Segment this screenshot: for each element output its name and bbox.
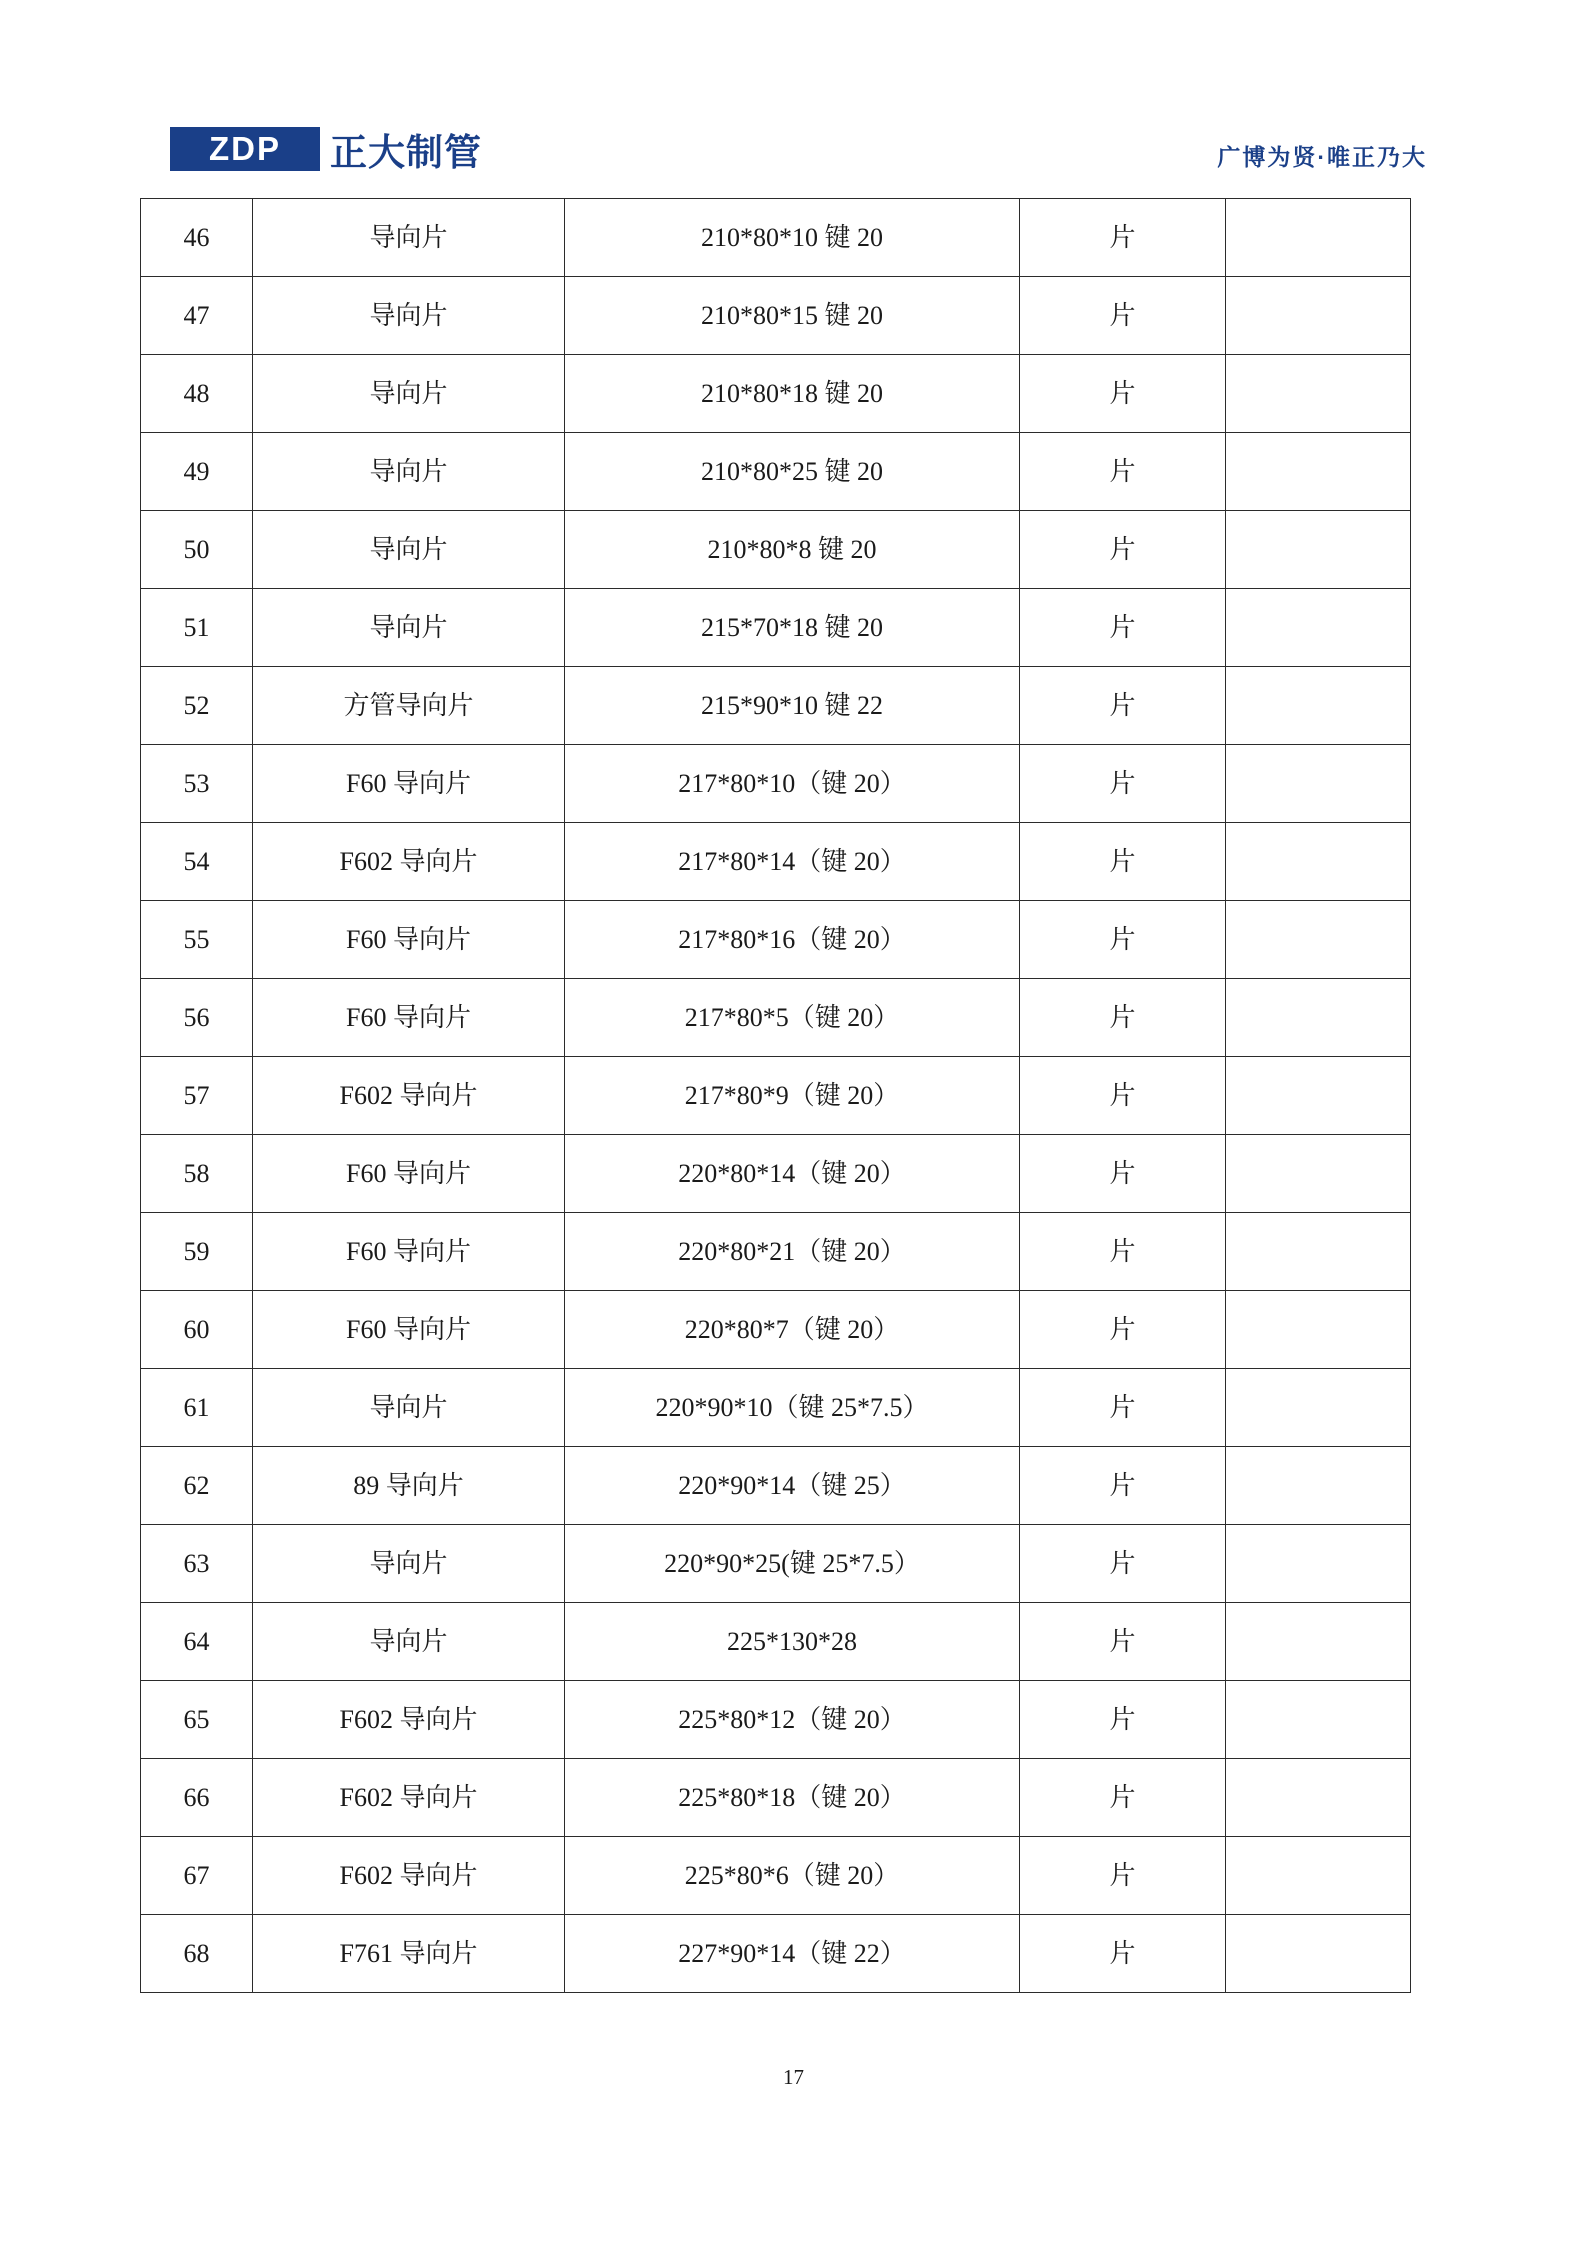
cell-spec: 217*80*16（键 20） <box>565 901 1020 979</box>
cell-spec: 220*80*14（键 20） <box>565 1135 1020 1213</box>
cell-spec: 225*130*28 <box>565 1603 1020 1681</box>
cell-spec: 220*90*10（键 25*7.5） <box>565 1369 1020 1447</box>
cell-spec: 217*80*10（键 20） <box>565 745 1020 823</box>
table-row <box>141 433 1411 511</box>
cell-name: 导向片 <box>253 355 565 433</box>
table-row <box>141 745 1411 823</box>
cell-unit: 片 <box>1020 589 1226 667</box>
cell-unit: 片 <box>1020 667 1226 745</box>
table-row <box>141 667 1411 745</box>
cell-name: F60 导向片 <box>253 1135 565 1213</box>
cell-unit: 片 <box>1020 1603 1226 1681</box>
cell-spec: 217*80*5（键 20） <box>565 979 1020 1057</box>
cell-no: 57 <box>141 1057 253 1135</box>
cell-no: 47 <box>141 277 253 355</box>
cell-spec: 220*80*7（键 20） <box>565 1291 1020 1369</box>
table-row <box>141 511 1411 589</box>
cell-spec: 220*80*21（键 20） <box>565 1213 1020 1291</box>
cell-name: F602 导向片 <box>253 1681 565 1759</box>
table-row <box>141 1447 1411 1525</box>
cell-spec: 220*90*25(键 25*7.5） <box>565 1525 1020 1603</box>
cell-unit: 片 <box>1020 1369 1226 1447</box>
cell-qty <box>1226 355 1411 433</box>
cell-qty <box>1226 1681 1411 1759</box>
cell-unit: 片 <box>1020 511 1226 589</box>
cell-unit: 片 <box>1020 1681 1226 1759</box>
cell-qty <box>1226 667 1411 745</box>
page-number: 17 <box>783 2065 804 2089</box>
cell-no: 56 <box>141 979 253 1057</box>
table-row <box>141 1681 1411 1759</box>
cell-qty <box>1226 1915 1411 1993</box>
cell-name: 89 导向片 <box>253 1447 565 1525</box>
cell-no: 52 <box>141 667 253 745</box>
table-row <box>141 1135 1411 1213</box>
cell-no: 62 <box>141 1447 253 1525</box>
cell-qty <box>1226 745 1411 823</box>
cell-spec: 210*80*15 键 20 <box>565 277 1020 355</box>
cell-qty <box>1226 277 1411 355</box>
cell-no: 58 <box>141 1135 253 1213</box>
table-row <box>141 823 1411 901</box>
table-row <box>141 277 1411 355</box>
cell-name: 导向片 <box>253 1603 565 1681</box>
cell-name: 方管导向片 <box>253 667 565 745</box>
cell-no: 48 <box>141 355 253 433</box>
cell-name: F60 导向片 <box>253 1213 565 1291</box>
cell-name: 导向片 <box>253 433 565 511</box>
table-row <box>141 1525 1411 1603</box>
table-row <box>141 1213 1411 1291</box>
cell-name: 导向片 <box>253 1525 565 1603</box>
cell-unit: 片 <box>1020 355 1226 433</box>
cell-unit: 片 <box>1020 901 1226 979</box>
cell-unit: 片 <box>1020 1915 1226 1993</box>
cell-no: 61 <box>141 1369 253 1447</box>
table-row <box>141 979 1411 1057</box>
company-name-text: 正大制管 <box>330 132 482 173</box>
cell-no: 66 <box>141 1759 253 1837</box>
cell-no: 50 <box>141 511 253 589</box>
cell-spec: 210*80*8 键 20 <box>565 511 1020 589</box>
cell-qty <box>1226 1213 1411 1291</box>
cell-unit: 片 <box>1020 199 1226 277</box>
cell-qty <box>1226 199 1411 277</box>
cell-spec: 225*80*6（键 20） <box>565 1837 1020 1915</box>
zdp-logo-icon <box>170 127 320 176</box>
cell-unit: 片 <box>1020 1525 1226 1603</box>
cell-unit: 片 <box>1020 1759 1226 1837</box>
cell-qty <box>1226 1447 1411 1525</box>
cell-unit: 片 <box>1020 433 1226 511</box>
cell-name: F761 导向片 <box>253 1915 565 1993</box>
cell-unit: 片 <box>1020 1447 1226 1525</box>
cell-name: 导向片 <box>253 511 565 589</box>
cell-unit: 片 <box>1020 1291 1226 1369</box>
cell-qty <box>1226 823 1411 901</box>
table-row <box>141 199 1411 277</box>
cell-no: 65 <box>141 1681 253 1759</box>
cell-spec: 220*90*14（键 25） <box>565 1447 1020 1525</box>
cell-no: 64 <box>141 1603 253 1681</box>
company-logo <box>170 127 482 176</box>
cell-qty <box>1226 511 1411 589</box>
parts-table-body <box>141 199 1411 1993</box>
table-row <box>141 1837 1411 1915</box>
cell-qty <box>1226 433 1411 511</box>
cell-unit: 片 <box>1020 745 1226 823</box>
cell-unit: 片 <box>1020 1057 1226 1135</box>
cell-spec: 215*70*18 键 20 <box>565 589 1020 667</box>
cell-spec: 215*90*10 键 22 <box>565 667 1020 745</box>
cell-qty <box>1226 1291 1411 1369</box>
cell-no: 46 <box>141 199 253 277</box>
table-row <box>141 901 1411 979</box>
cell-no: 51 <box>141 589 253 667</box>
cell-unit: 片 <box>1020 1837 1226 1915</box>
cell-qty <box>1226 1135 1411 1213</box>
table-row <box>141 1291 1411 1369</box>
cell-name: 导向片 <box>253 589 565 667</box>
cell-name: 导向片 <box>253 277 565 355</box>
table-row <box>141 1915 1411 1993</box>
table-row <box>141 1369 1411 1447</box>
cell-unit: 片 <box>1020 1213 1226 1291</box>
cell-no: 49 <box>141 433 253 511</box>
cell-qty <box>1226 901 1411 979</box>
cell-unit: 片 <box>1020 277 1226 355</box>
cell-no: 59 <box>141 1213 253 1291</box>
cell-qty <box>1226 589 1411 667</box>
cell-name: F602 导向片 <box>253 1759 565 1837</box>
page-header <box>140 110 1447 176</box>
cell-qty <box>1226 979 1411 1057</box>
cell-spec: 217*80*14（键 20） <box>565 823 1020 901</box>
cell-unit: 片 <box>1020 979 1226 1057</box>
cell-no: 60 <box>141 1291 253 1369</box>
cell-name: F60 导向片 <box>253 901 565 979</box>
cell-qty <box>1226 1369 1411 1447</box>
cell-spec: 225*80*18（键 20） <box>565 1759 1020 1837</box>
cell-name: F602 导向片 <box>253 1837 565 1915</box>
cell-spec: 210*80*25 键 20 <box>565 433 1020 511</box>
cell-name: F602 导向片 <box>253 1057 565 1135</box>
cell-no: 54 <box>141 823 253 901</box>
table-row <box>141 1603 1411 1681</box>
cell-no: 67 <box>141 1837 253 1915</box>
parts-table <box>140 198 1411 1993</box>
cell-qty <box>1226 1759 1411 1837</box>
cell-spec: 227*90*14（键 22） <box>565 1915 1020 1993</box>
cell-qty <box>1226 1057 1411 1135</box>
cell-name: F60 导向片 <box>253 745 565 823</box>
table-row <box>141 589 1411 667</box>
cell-unit: 片 <box>1020 1135 1226 1213</box>
cell-spec: 217*80*9（键 20） <box>565 1057 1020 1135</box>
cell-spec: 210*80*18 键 20 <box>565 355 1020 433</box>
table-row <box>141 1759 1411 1837</box>
cell-no: 68 <box>141 1915 253 1993</box>
cell-no: 55 <box>141 901 253 979</box>
table-row <box>141 355 1411 433</box>
cell-name: F602 导向片 <box>253 823 565 901</box>
company-slogan: 广博为贤·唯正乃大 <box>1217 144 1427 170</box>
svg-text:ZDP: ZDP <box>209 130 281 167</box>
cell-name: F60 导向片 <box>253 1291 565 1369</box>
cell-qty <box>1226 1525 1411 1603</box>
cell-name: 导向片 <box>253 199 565 277</box>
cell-unit: 片 <box>1020 823 1226 901</box>
cell-name: 导向片 <box>253 1369 565 1447</box>
cell-qty <box>1226 1837 1411 1915</box>
cell-spec: 210*80*10 键 20 <box>565 199 1020 277</box>
cell-no: 53 <box>141 745 253 823</box>
cell-name: F60 导向片 <box>253 979 565 1057</box>
cell-no: 63 <box>141 1525 253 1603</box>
cell-spec: 225*80*12（键 20） <box>565 1681 1020 1759</box>
table-row <box>141 1057 1411 1135</box>
cell-qty <box>1226 1603 1411 1681</box>
